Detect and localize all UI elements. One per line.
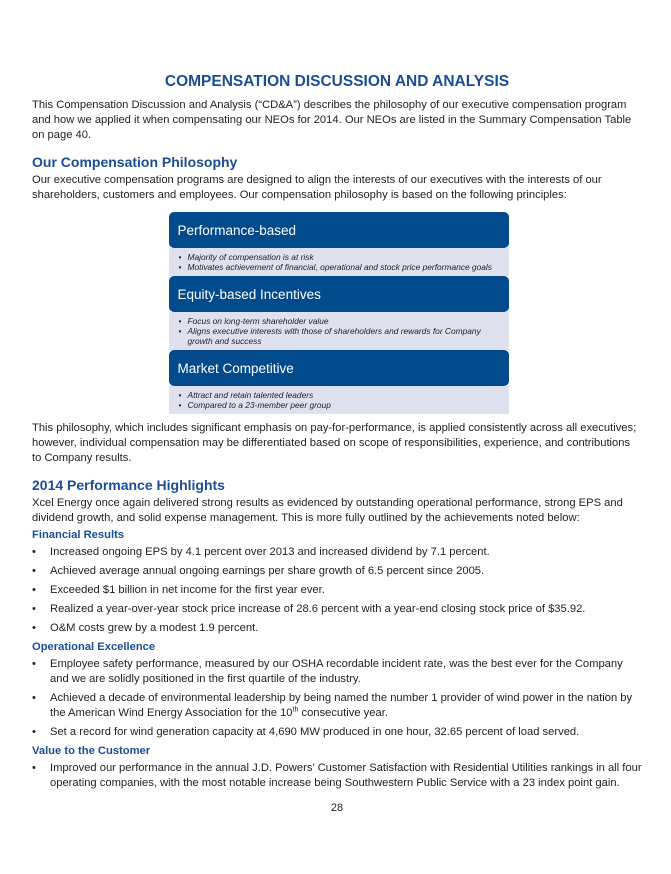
list-item-text: Exceeded $1 billion in net income for the first year ever.	[50, 584, 325, 596]
document-page	[32, 0, 642, 816]
list-item-text: Realized a year-over-year stock price increase of 28.6 percent with a year-end closing stock price of $35.92.	[50, 603, 586, 615]
principle-equity	[169, 276, 509, 350]
principle-bullet: Majority of compensation is at risk	[187, 252, 314, 262]
bullet: •	[32, 658, 36, 670]
bullet: •	[32, 546, 36, 558]
principle-bullet: Attract and retain talented leaders	[187, 390, 314, 400]
bullet: •	[178, 390, 182, 400]
list-item-text: Employee safety performance, measured by our OSHA recordable incident rate, was the best ever for the Company and we are solidly positioned in the first quartile of the industry.	[50, 658, 623, 685]
intro-paragraph: This Compensation Discussion and Analysis (“CD&A”) describes the philosophy of our executive compensation program and how we applied it when compensating our NEOs for 2014. Our NEOs are listed in the Summary Compensation Table on page 40.	[32, 99, 632, 141]
principle-bullets	[169, 248, 509, 276]
list-item-text: Achieved average annual ongoing earnings per share growth of 6.5 percent since 2005.	[50, 565, 485, 577]
bullet: •	[32, 726, 36, 738]
operational-list	[32, 657, 642, 740]
principle-bullet: Compared to a 23-member peer group	[187, 400, 331, 410]
financial-list	[32, 545, 642, 636]
operational-heading: Operational Excellence	[32, 641, 156, 653]
bullet: •	[178, 262, 182, 272]
text-run: Achieved a decade of environmental leadership by being named the number 1 provider of wind power in the nation by the American Wind Energy Association for the 10	[50, 692, 633, 719]
principle-performance	[169, 212, 509, 276]
bullet: •	[32, 692, 36, 704]
text-run: consecutive year.	[298, 707, 388, 719]
principle-bullet: Motivates achievement of financial, operational and stock price performance goals	[187, 262, 492, 272]
philosophy-heading: Our Compensation Philosophy	[32, 154, 238, 170]
list-item-text	[50, 691, 642, 721]
list-item	[32, 564, 642, 579]
bullet: •	[32, 622, 36, 634]
list-item	[32, 725, 642, 740]
page-number: 28	[330, 802, 344, 814]
principle-title: Equity-based Incentives	[169, 276, 509, 312]
list-item	[32, 602, 642, 617]
philosophy-after-text: This philosophy, which includes significant emphasis on pay-for-performance, is applied consistently across all executives; however, individual compensation may be differentiated based on scope of responsibilities, experience, and contributions to Company results.	[32, 422, 637, 464]
principle-bullet: Focus on long-term shareholder value	[187, 316, 329, 326]
page-title: COMPENSATION DISCUSSION AND ANALYSIS	[164, 73, 510, 90]
bullet: •	[32, 584, 36, 596]
list-item-text: O&M costs grew by a modest 1.9 percent.	[50, 622, 259, 634]
customer-heading: Value to the Customer	[32, 745, 151, 757]
principle-title: Performance-based	[169, 212, 509, 248]
philosophy-text: Our executive compensation programs are designed to align the interests of our executives with the interests of our shareholders, customers and employees. Our compensation philosophy is based on the following principles:	[32, 174, 602, 201]
principle-bullets	[169, 386, 509, 414]
bullet: •	[178, 326, 182, 336]
bullet: •	[32, 603, 36, 615]
principles-diagram	[166, 212, 509, 414]
list-item-text: Increased ongoing EPS by 4.1 percent over 2013 and increased dividend by 7.1 percent.	[50, 546, 490, 558]
superscript: th	[292, 706, 299, 714]
highlights-heading: 2014 Performance Highlights	[32, 477, 225, 493]
highlights-text: Xcel Energy once again delivered strong results as evidenced by outstanding operational performance, strong EPS and dividend growth, and solid expense management. This is more fully outlined by the achievements noted below:	[32, 497, 623, 524]
list-item	[32, 583, 642, 598]
list-item-text: Set a record for wind generation capacity at 4,690 MW produced in one hour, 32.65 percent of load served.	[50, 726, 580, 738]
list-item	[32, 691, 642, 721]
bullet: •	[32, 565, 36, 577]
principle-bullet: Aligns executive interests with those of shareholders and rewards for Company growth and success	[187, 326, 481, 346]
principle-market	[169, 350, 509, 414]
list-item	[32, 545, 642, 560]
bullet: •	[32, 762, 36, 774]
bullet: •	[178, 400, 182, 410]
list-item	[32, 657, 642, 687]
list-item	[32, 621, 642, 636]
list-item-text: Improved our performance in the annual J.D. Powers’ Customer Satisfaction with Residential Utilities rankings in all four operating companies, with the most notable increase being Southwestern Public Service with a 23 index point gain.	[50, 762, 642, 789]
bullet: •	[178, 252, 182, 262]
principle-title: Market Competitive	[169, 350, 509, 386]
bullet: •	[178, 316, 182, 326]
financial-heading: Financial Results	[32, 529, 125, 541]
list-item	[32, 761, 642, 791]
principle-bullets	[169, 312, 509, 350]
customer-list	[32, 761, 642, 791]
